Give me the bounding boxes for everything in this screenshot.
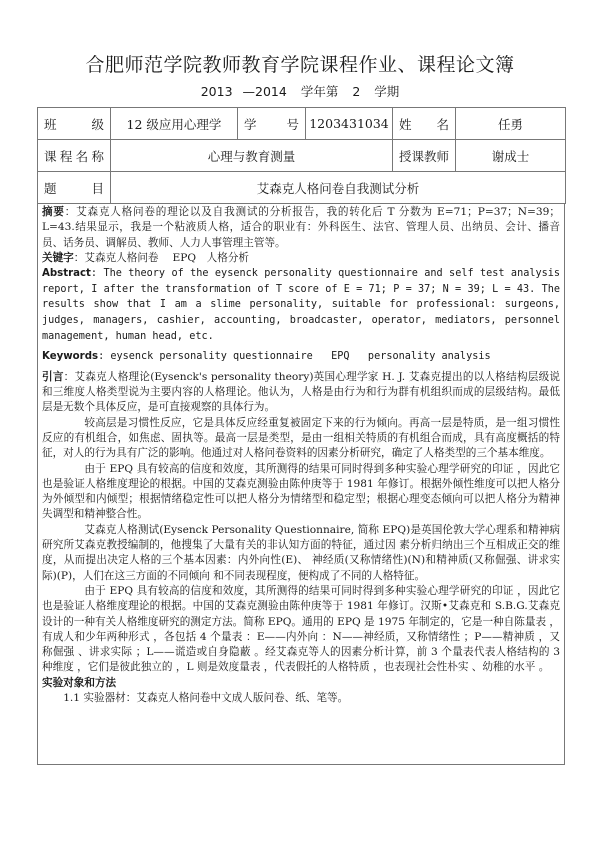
abstract-en: [42, 266, 560, 344]
abstract-cn: [42, 205, 560, 251]
teacher-label: 授课教师: [393, 140, 456, 172]
term-semester: 2: [352, 84, 361, 99]
name-value: 任勇: [456, 108, 566, 140]
course-label: 课程名称: [38, 140, 111, 172]
keywords-cn: [42, 251, 560, 266]
paragraph-4: 由于 EPQ 具有较高的信度和效度，其所测得的结果可同时得到多种实验心理学研究的印证 ，因此它也是验证人格维度理论的根据。中国的艾森克测验由陈仲庚等于 1981 年修订。汉斯•艾森克和 S.B.G.艾森克设计的一种有关人格维度研究的测定方法。简称 EPQ。通用的 EPQ 是 1975 年制定的，它是一种自陈量表 ，有成人和少年两种形式 ，各包括 4 个量表 ：E——内外向 ：N——神经质，又称情绪性 ；P——精神质 ，又称倔强 、讲求实际 ；L——谎造或自身隐蔽 。经艾森克等人的因素分析计算，前 3 个量表代表人格结构的 3 种维度 ，它们是彼此独立的 ，L 则是效度量表 ，代表假托的人格特质 ，也表现社会性朴实 、幼稚的水平 。: [42, 584, 561, 674]
info-row-course: [38, 140, 566, 172]
keywords-en-text: : eysenck personality questionnaire EPQ personality analysis: [98, 351, 491, 363]
name-label: 姓 名: [393, 108, 456, 140]
info-row-student: [38, 108, 566, 140]
abstract-en-label: Abstract: [42, 268, 91, 280]
topic-value: 艾森克人格问卷自我测试分析: [111, 172, 566, 204]
term-year-end: —2014: [242, 84, 287, 99]
method-item: 1.1 实验器材：艾森克人格问卷中文成人版问卷、纸、笔等。: [63, 691, 349, 704]
class-label: 班 级: [38, 108, 111, 140]
teacher-value: 谢成士: [456, 140, 566, 172]
info-table: [37, 107, 566, 204]
paper-body: [37, 203, 565, 765]
academic-term: [0, 82, 600, 100]
info-row-topic: [38, 172, 566, 204]
topic-label: 题 目: [38, 172, 111, 204]
document-title: 合肥师范学院教师教育学院课程作业、课程论文簿: [85, 54, 515, 76]
term-semester-label: 学期: [374, 84, 400, 99]
class-value: 12 级应用心理学: [111, 108, 238, 140]
abstract-cn-label: 摘要: [42, 206, 65, 218]
keywords-en: [42, 349, 560, 365]
paragraph-3: 艾森克人格测试(Eysenck Personality Questionnaire, 简称 EPQ)是英国伦敦大学心理系和精神病研究所艾森克教授编制的，他搜集了大量有关的非认知方面的特征，通过因 素分析归纳出三个互相成正交的维度，从而提出决定人格的三个基本因素：内外向性(E)、 神经质(又称情绪性)(N)和精神质(又称倔强、讲求实际)(P)，人们在这三方面的不同倾向 和不同表现程度，便构成了不同的人格特征。: [42, 523, 560, 582]
introduction: [42, 370, 560, 416]
abstract-cn-text: ：艾森克人格问卷的理论以及自我测试的分析报告，我的转化后 T 分数为 E=71；P=37；N=39；L=43.结果显示，我是一个粘液质人格，适合的职业有：外科医生、法官、管理人员、出纳员、会计、播音员、话务员、调解员、教师、人力人事管理主管等。: [42, 206, 560, 249]
keywords-cn-label: 关键字: [42, 251, 74, 264]
intro-label: 引言: [42, 370, 64, 383]
method-heading: 实验对象和方法: [42, 676, 117, 689]
student-id-value: 1203431034: [306, 108, 393, 140]
keywords-en-label: Keywords: [42, 351, 99, 363]
abstract-en-text: : The theory of the eysenck personality questionnaire and self test analysis report, I after the transformation of T score of E = 71; P = 37; N = 39; L = 43. The results show that I am a slime personality, suitable for professional: surgeons, judges, managers, cashier, accounting, broadcaster, operator, mediators, personnel management, human head, etc.: [42, 268, 560, 342]
student-id-label: 学 号: [238, 108, 306, 140]
keywords-cn-text: ：艾森克人格问卷 EPQ 人格分析: [73, 251, 250, 264]
course-value: 心理与教育测量: [111, 140, 393, 172]
paragraph-1: 较高层是习惯性反应，它是具体反应经重复被固定下来的行为倾向。再高一层是特质，是一组习惯性反应的有机组合，如焦虑、固执等。最高一层是类型，是由一组相关特质的有机组合而成，具有高度概括的特征，对人的行为具有广泛的影响。他通过对人格问卷资料的因素分析研究，确定了人格类型的三个基本维度。: [42, 416, 560, 460]
intro-text: ：艾森克人格理论(Eysenck's personality theory)英国心理学家 H. J. 艾森克提出的以人格结构层级说和三维度人格类型说为主要内容的人格理论。他认为，人格是由行为和行为群有机组织而成的层级结构。最低层是无数个具体反应，是可直接观察的具体行为。: [42, 370, 560, 414]
paragraph-2: 由于 EPQ 具有较高的信度和效度，其所测得的结果可同时得到多种实验心理学研究的印证 ，因此它也是验证人格维度理论的根据。中国的艾森克测验由陈仲庚等于 1981 年修订。根据外倾性维度可以把人格分为外倾型和内倾型；根据情绪稳定性可以把人格分为情绪型和稳定型；根据心理变态倾向可以把人格分为精神失调型和精神整合性。: [42, 462, 560, 521]
term-year-label: 学年第: [300, 84, 339, 99]
term-year-start: 2013: [200, 84, 233, 99]
